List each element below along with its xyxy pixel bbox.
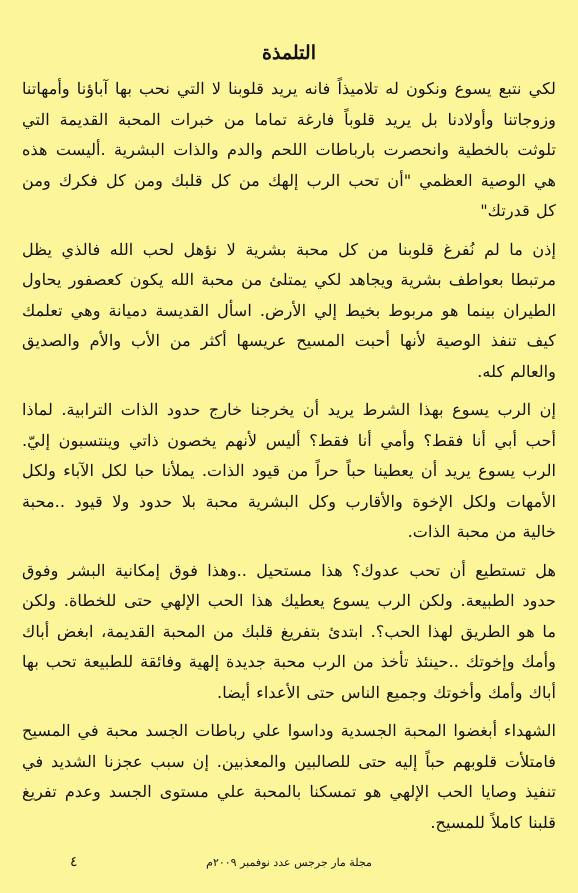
paragraph-4: هل تستطيع أن تحب عدوك؟ هذا مستحيل ..وهذا فوق إمكانية البشر وفوق حدود الطبيعة. ولكن الرب يسوع يعطيك هذا الحب الإلهي حتى للخطاة. ولكن ما هو الطريق لهذا الحب؟. ابتدئ بتفريغ قلبك من المحبة القديمة، ابغض أباك وأمك وإخوتك ..حينئذ تأخذ من الرب محبة جديدة إلهية وفائقة للطبيعة تحب بها أباك وأمك وأخوتك وجميع الناس حتى الأعداء أيضا.: [22, 560, 556, 702]
paragraph-3: إن الرب يسوع بهذا الشرط يريد أن يخرجنا خارج حدود الذات الترابية. لماذا أحب أبي أنا فقط؟ وأمي أنا فقط؟ أليس لأنهم يخصون ذاتي وينتسبون إليّ. الرب يسوع يريد أن يعطينا حباً حراً من قيود الذات. يملأنا حبا لكل الآباء ولكل الأمهات ولكل الإخوة والأقارب وكل البشرية محبة بلا حدود ولا قيود ..محبة خالية من محبة الذات.: [22, 400, 556, 541]
paragraph-2: إذن ما لم نُفرغ قلوبنا من كل محبة بشرية لا نؤهل لحب الله فالذي يظل مرتبطا بعواطف بشرية ويجاهد لكي يمتلئ من محبة الله يكون كعصفور يحاول الطيران بينما هو مربوط بخيط إلي الأرض. اسأل القديسة دميانة وهي تعلمك كيف تنفذ الوصية لأنها أحبت المسيح عريسها أكثر من الأب والأم والصديق والعالم كله.: [22, 239, 556, 381]
paragraph-5: الشهداء أبغضوا المحبة الجسدية وداسوا علي رباطات الجسد محبة في المسيح فامتلأت قلوبهم حباً إليه حتى للصالبين والمعذبين. إن سبب عجزنا الشديد في تنفيذ وصايا الحب الإلهي هو تمسكنا بالمحبة علي مستوى الجسد وعدم تفريغ قلبنا كاملاً للمسيح.: [22, 721, 556, 832]
page-number: ٤: [70, 854, 78, 870]
paragraph-1: لكي نتبع يسوع ونكون له تلاميذاً فانه يريد قلوبنا لا التي نحب بها آباؤنا وأمهاتنا وزوجاتنا وأولادنا بل يريد قلوباً فارغة تماما من خبرات المحبة القديمة التي تلوثت بالخطية وانحصرت بارباطات اللحم والدم والذات البشرية .أليست هذه هي الوصية العظمي "أن تحب الرب إلهك من كل قلبك ومن كل فكرك ومن كل قدرتك": [22, 79, 556, 220]
footer-journal: مجلة مار جرجس عدد نوفمبر ٢٠٠٩م: [206, 856, 372, 869]
page-title: التلمذة: [261, 42, 316, 64]
